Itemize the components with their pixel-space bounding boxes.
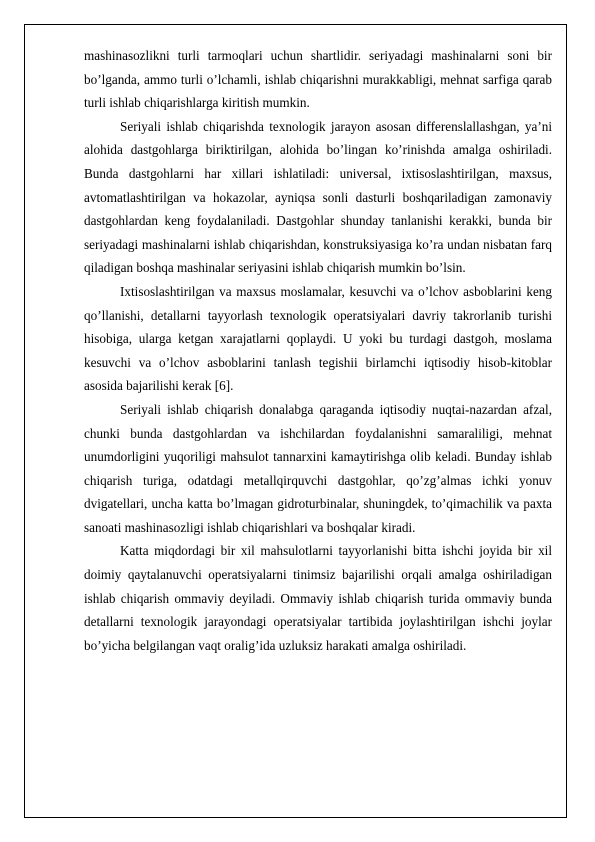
paragraph-2: Seriyali ishlab chiqarishda texnologik jarayon asosan differenslallashgan, ya’ni alohida dastgohlarga biriktirilgan, alohida bo’lingan ko’rinishda amalga oshiriladi. Bunda dastgohlarni har xillari ishlatiladi: universal, ixtisoslashtirilgan, maxsus, avtomatlashtirilgan va hokazolar, ayniqsa sonli dasturli boshqariladigan zamonaviy dastgohlardan keng foydalaniladi. Dastgohlar shunday tanlanishi kerakki, bunda bir seriyadagi mashinalarni ishlab chiqarishdan, konstruksiyasiga ko’ra undan nisbatan farq qiladigan boshqa mashinalar seriyasini ishlab chiqarish mumkin bo’lsin.	[84, 118, 552, 276]
paragraph-1: mashinasozlikni turli tarmoqlari uchun shartlidir. seriyadagi mashinalarni soni bir bo’lganda, ammo turli o’lchamli, ishlab chiqarishni murakkabligi, mehnat sarfiga qarab turli ishlab chiqarishlarga kiritish mumkin.	[84, 48, 552, 111]
paragraph-5: Katta miqdordagi bir xil mahsulotlarni tayyorlanishi bitta ishchi joyida bir xil doimiy qaytalanuvchi operatsiyalarni tinimsiz bajarilishi orqali amalga oshiriladigan ishlab chiqarish ommaviy deyiladi. Ommaviy ishlab chiqarish turida ommaviy bunda detallarni texnologik jarayondagi operatsiyalar tartibida joylashtirilgan ishchi joylar bo’yicha belgilangan vaqt oralig’ida uzluksiz harakati amalga oshiriladi.	[84, 543, 552, 653]
paragraph-4: Seriyali ishlab chiqarish donalabga qaraganda iqtisodiy nuqtai-nazardan afzal, chunki bunda dastgohlardan va ishchilardan foydalanishni samaraliligi, mehnat unumdorligini yuqoriligi mahsulot tannarxini kamaytirishga olib keladi. Bunday ishlab chiqarish turiga, odatdagi metallqirquvchi dastgohlar, qo’zg’almas ichki yonuv dvigatellari, uncha katta bo’lmagan gidroturbinalar, shuningdek, to’qimachilik va paxta sanoati mashinasozligi ishlab chiqarishlari va boshqalar kiradi.	[84, 401, 552, 535]
document-body	[84, 44, 552, 657]
paragraph-3: Ixtisoslashtirilgan va maxsus moslamalar, kesuvchi va o’lchov asboblarini keng qo’llanishi, detallarni tayyorlash texnologik operatsiyalari davriy takrorlanib turishi hisobiga, ularga ketgan xarajatlarni qoplaydi. U yoki bu turdagi dastgoh, moslama kesuvchi va o’lchov asboblarini tanlash tegishii birlamchi iqtisodiy hisob-kitoblar asosida bajarilishi kerak [6].	[84, 283, 552, 394]
